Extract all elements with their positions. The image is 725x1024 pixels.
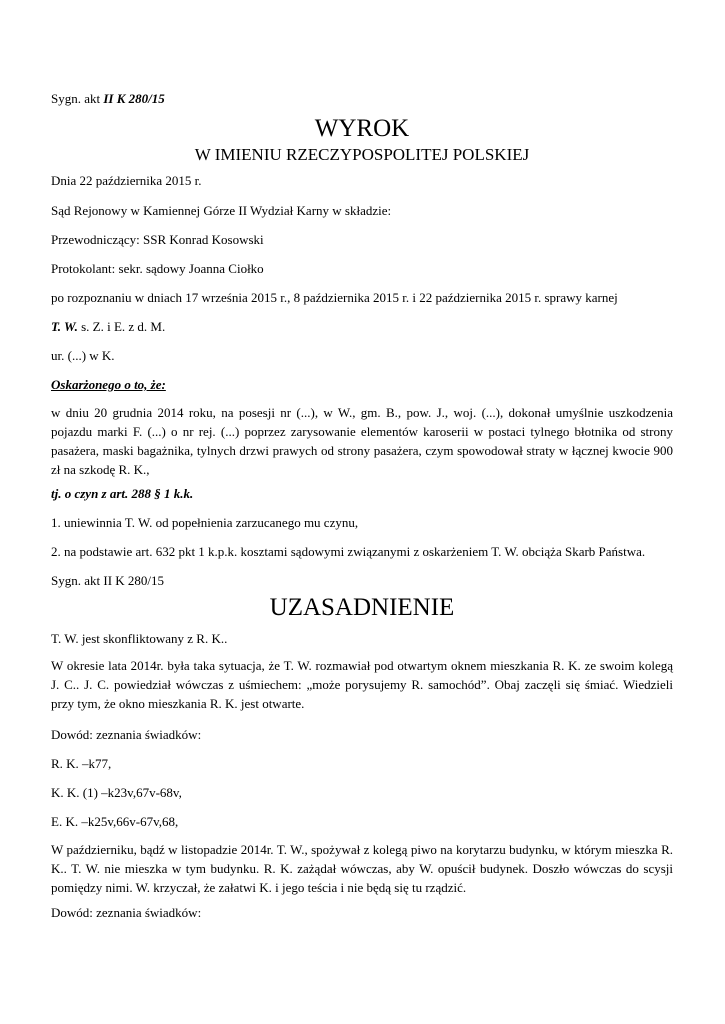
case-signature — [51, 91, 165, 107]
legal-basis — [51, 486, 193, 502]
verdict-item-2: 2. na podstawie art. 632 pkt 1 k.p.k. kosztami sądowymi związanymi z oskarżeniem T. W. obciąża Skarb Państwa. — [51, 544, 646, 559]
hearing-dates: po rozpoznaniu w dniach 17 września 2015 r., 8 października 2015 r. i 22 października 2015 r. sprawy karnej — [51, 290, 618, 305]
case-signature-prefix: Sygn. akt — [51, 91, 104, 106]
document-page — [51, 0, 673, 1024]
justification-paragraph-2: W okresie lata 2014r. była taka sytuacja, że T. W. rozmawiał pod otwartym oknem mieszkania R. K. ze swoim kolegą J. C.. J. C. powiedział wówczas z uśmiechem: „może porysujemy R. samochód”. Obaj zaczęli się śmiać. Wiedzieli przy tym, że okno mieszkania R. K. jest otwarte. — [51, 658, 673, 711]
witness-1: R. K. –k77, — [51, 756, 112, 771]
accusation-heading — [51, 377, 166, 393]
defendant-parents: s. Z. i E. z d. M. — [77, 319, 166, 334]
defendant-birth: ur. (...) w K. — [51, 348, 115, 363]
witness-2: K. K. (1) –k23v,67v-68v, — [51, 785, 182, 800]
court-clerk: Protokolant: sekr. sądowy Joanna Ciołko — [51, 261, 264, 276]
accusation-heading-text: Oskarżonego o to, że: — [51, 377, 166, 392]
case-signature-number: II K 280/15 — [103, 91, 165, 106]
document-subtitle: W IMIENIU RZECZYPOSPOLITEJ POLSKIEJ — [194, 145, 530, 164]
witness-3: E. K. –k25v,66v-67v,68, — [51, 814, 179, 829]
verdict-date: Dnia 22 października 2015 r. — [51, 173, 202, 188]
court-composition: Sąd Rejonowy w Kamiennej Górze II Wydział Karny w składzie: — [51, 203, 392, 218]
defendant-name: T. W. — [51, 319, 78, 334]
legal-basis-text: tj. o czyn z art. 288 § 1 k.k. — [51, 486, 194, 501]
defendant-line — [51, 319, 165, 335]
verdict-item-1: 1. uniewinnia T. W. od popełnienia zarzucanego mu czynu, — [51, 515, 359, 530]
evidence-heading-1: Dowód: zeznania świadków: — [51, 727, 202, 742]
justification-paragraph-1: T. W. jest skonfliktowany z R. K.. — [51, 631, 228, 646]
charge-description: w dniu 20 grudnia 2014 roku, na posesji nr (...), w W., gm. B., pow. J., woj. (...), dokonał umyślnie uszkodzenia pojazdu marki F. (...) o nr rej. (...) poprzez zarysowanie elementów karoserii w postaci tylnego błotnika od strony pasażera, maski bagażnika, tylnych drzwi prawych od strony pasażera, czym spowodował straty w łącznej kwocie 900 zł na szkodę R. K., — [51, 405, 673, 477]
justification-title: UZASADNIENIE — [269, 594, 455, 621]
evidence-heading-2: Dowód: zeznania świadków: — [51, 905, 202, 920]
justification-paragraph-3: W październiku, bądź w listopadzie 2014r. T. W., spożywał z kolegą piwo na korytarzu budynku, w którym mieszka R. K.. T. W. nie mieszka w tym budynku. R. K. zażądał wówczas, aby W. opuścił budynek. Doszło wówczas do scysji pomiędzy nimi. W. krzyczał, że załatwi K. i jego teścia i nie będą się tu rządzić. — [51, 842, 673, 895]
presiding-judge: Przewodniczący: SSR Konrad Kosowski — [51, 232, 264, 247]
document-title: WYROK — [314, 115, 410, 142]
second-case-signature: Sygn. akt II K 280/15 — [51, 573, 165, 588]
